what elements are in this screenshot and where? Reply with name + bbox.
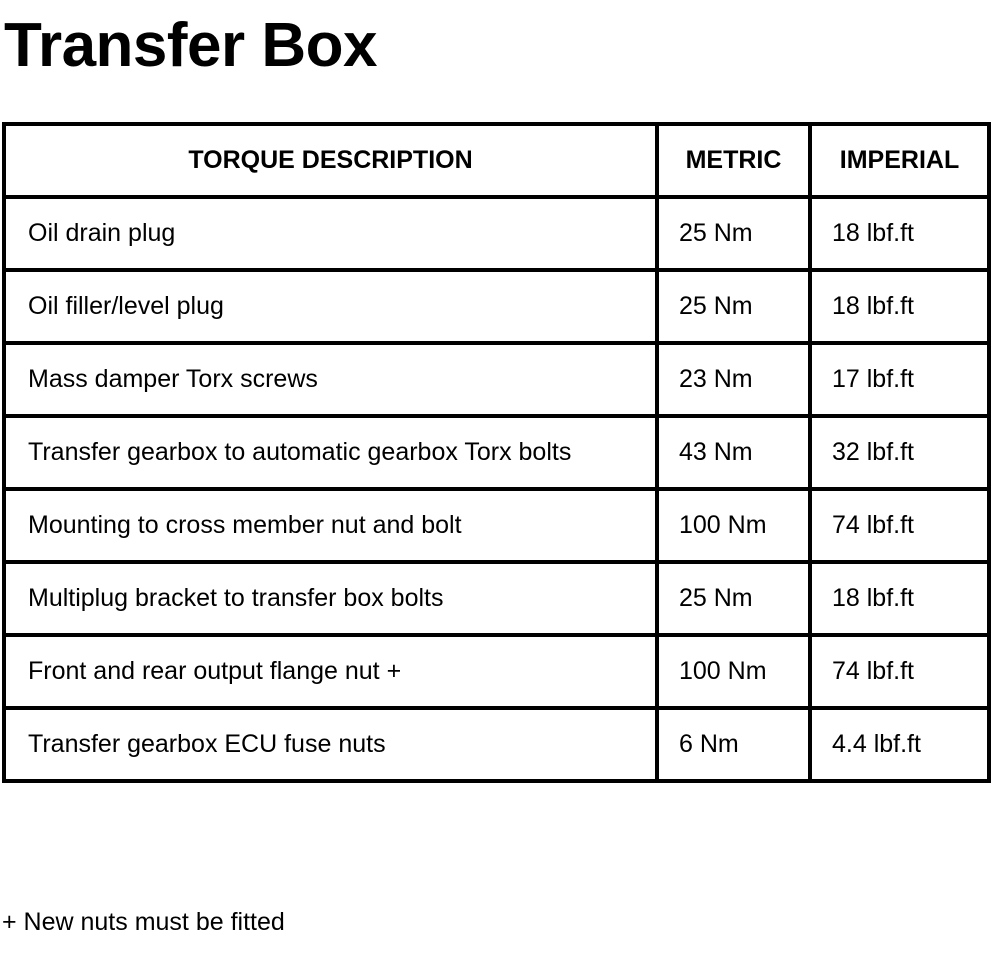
row-description: Multiplug bracket to transfer box bolts [4, 562, 657, 635]
row-metric-value: 25 Nm [657, 197, 810, 270]
row-imperial-value: 74 lbf.ft [810, 489, 989, 562]
row-imperial-value: 18 lbf.ft [810, 197, 989, 270]
footnote: + New nuts must be fitted [2, 908, 285, 936]
row-description: Mounting to cross member nut and bolt [4, 489, 657, 562]
table-row [4, 489, 989, 562]
table-row [4, 343, 989, 416]
row-description: Oil drain plug [4, 197, 657, 270]
row-metric-value: 100 Nm [657, 489, 810, 562]
row-imperial-value: 18 lbf.ft [810, 270, 989, 343]
row-metric-value: 25 Nm [657, 270, 810, 343]
table-row [4, 708, 989, 781]
row-description: Mass damper Torx screws [4, 343, 657, 416]
row-metric-value: 6 Nm [657, 708, 810, 781]
row-description: Transfer gearbox to automatic gearbox Torx bolts [4, 416, 657, 489]
row-metric-value: 23 Nm [657, 343, 810, 416]
table-row [4, 270, 989, 343]
header-metric: METRIC [657, 124, 810, 197]
row-description: Front and rear output flange nut + [4, 635, 657, 708]
table-header-row [4, 124, 989, 197]
header-torque-description: TORQUE DESCRIPTION [4, 124, 657, 197]
row-imperial-value: 4.4 lbf.ft [810, 708, 989, 781]
row-imperial-value: 74 lbf.ft [810, 635, 989, 708]
table-row [4, 562, 989, 635]
header-imperial: IMPERIAL [810, 124, 989, 197]
table-row [4, 635, 989, 708]
table-row [4, 197, 989, 270]
torque-table [2, 122, 991, 783]
row-metric-value: 25 Nm [657, 562, 810, 635]
row-imperial-value: 18 lbf.ft [810, 562, 989, 635]
row-description: Oil filler/level plug [4, 270, 657, 343]
row-metric-value: 43 Nm [657, 416, 810, 489]
row-imperial-value: 32 lbf.ft [810, 416, 989, 489]
row-description: Transfer gearbox ECU fuse nuts [4, 708, 657, 781]
table-row [4, 416, 989, 489]
row-metric-value: 100 Nm [657, 635, 810, 708]
row-imperial-value: 17 lbf.ft [810, 343, 989, 416]
page-title: Transfer Box [4, 11, 378, 80]
